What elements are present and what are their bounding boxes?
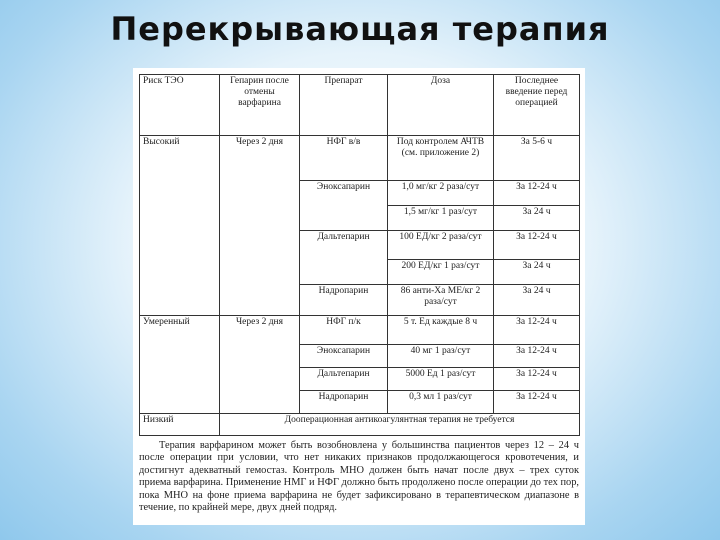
last-dose-cell: За 24 ч	[494, 285, 580, 316]
dose-cell: 0,3 мл 1 раз/сут	[388, 391, 494, 414]
dose-cell: 86 анти-Ха МЕ/кг 2 раза/сут	[388, 285, 494, 316]
last-dose-cell: За 12-24 ч	[494, 345, 580, 368]
last-dose-cell: За 12-24 ч	[494, 316, 580, 345]
dose-cell: 100 ЕД/кг 2 раза/сут	[388, 231, 494, 260]
header-cell: Гепарин после отмены варфарина	[220, 75, 300, 136]
drug-cell: Эноксапарин	[300, 181, 388, 231]
risk-cell: Низкий	[140, 414, 220, 436]
drug-cell: Эноксапарин	[300, 345, 388, 368]
heparin-cell: Через 2 дня	[220, 316, 300, 414]
slide-title: Перекрывающая терапия	[110, 10, 610, 48]
drug-cell: Надропарин	[300, 391, 388, 414]
header-cell: Препарат	[300, 75, 388, 136]
dose-cell: 200 ЕД/кг 1 раз/сут	[388, 260, 494, 285]
dose-cell: 1,5 мг/кг 1 раз/сут	[388, 206, 494, 231]
last-dose-cell: За 12-24 ч	[494, 368, 580, 391]
last-dose-cell: За 5-6 ч	[494, 136, 580, 181]
last-dose-cell: За 12-24 ч	[494, 181, 580, 206]
drug-cell: НФГ п/к	[300, 316, 388, 345]
table-row	[140, 414, 580, 436]
drug-cell: НФГ в/в	[300, 136, 388, 181]
heparin-cell: Через 2 дня	[220, 136, 300, 316]
risk-cell: Высокий	[140, 136, 220, 316]
note-paragraph: Терапия варфарином может быть возобновлена у большинства пациентов через 12 – 24 ч после операции при условии, что нет никаких признаков продолжающегося кровотечения, и достигнут адекватный гемостаз. Контроль МНО должен быть начат после двух – трех суток приема варфарина. Применение НМГ и НФГ должно быть продолжено после операции до тех пор, пока МНО на фоне приема варфарина не будет зафиксировано в терапевтическом диапазоне в течение, по крайней мере, двух дней подряд.	[139, 440, 579, 514]
risk-cell: Умеренный	[140, 316, 220, 414]
drug-cell: Дальтепарин	[300, 368, 388, 391]
header-cell: Последнее введение перед операцией	[494, 75, 580, 136]
dose-cell: 1,0 мг/кг 2 раза/сут	[388, 181, 494, 206]
header-cell: Доза	[388, 75, 494, 136]
drug-cell: Дальтепарин	[300, 231, 388, 285]
dose-cell: 5000 Ед 1 раз/сут	[388, 368, 494, 391]
drug-cell: Надропарин	[300, 285, 388, 316]
scanned-document	[133, 68, 585, 525]
table-row	[140, 136, 580, 181]
last-dose-cell: За 24 ч	[494, 260, 580, 285]
last-dose-cell: За 12-24 ч	[494, 391, 580, 414]
dose-cell: Под контролем АЧТВ (см. приложение 2)	[388, 136, 494, 181]
table-header-row	[140, 75, 580, 136]
table-row	[140, 316, 580, 345]
header-cell: Риск ТЭО	[140, 75, 220, 136]
last-dose-cell: За 24 ч	[494, 206, 580, 231]
dose-cell: 40 мг 1 раз/сут	[388, 345, 494, 368]
dose-cell: 5 т. Ед каждые 8 ч	[388, 316, 494, 345]
therapy-table	[139, 74, 580, 436]
last-dose-cell: За 12-24 ч	[494, 231, 580, 260]
merged-cell: Дооперационная антикоагулянтная терапия не требуется	[220, 414, 580, 436]
